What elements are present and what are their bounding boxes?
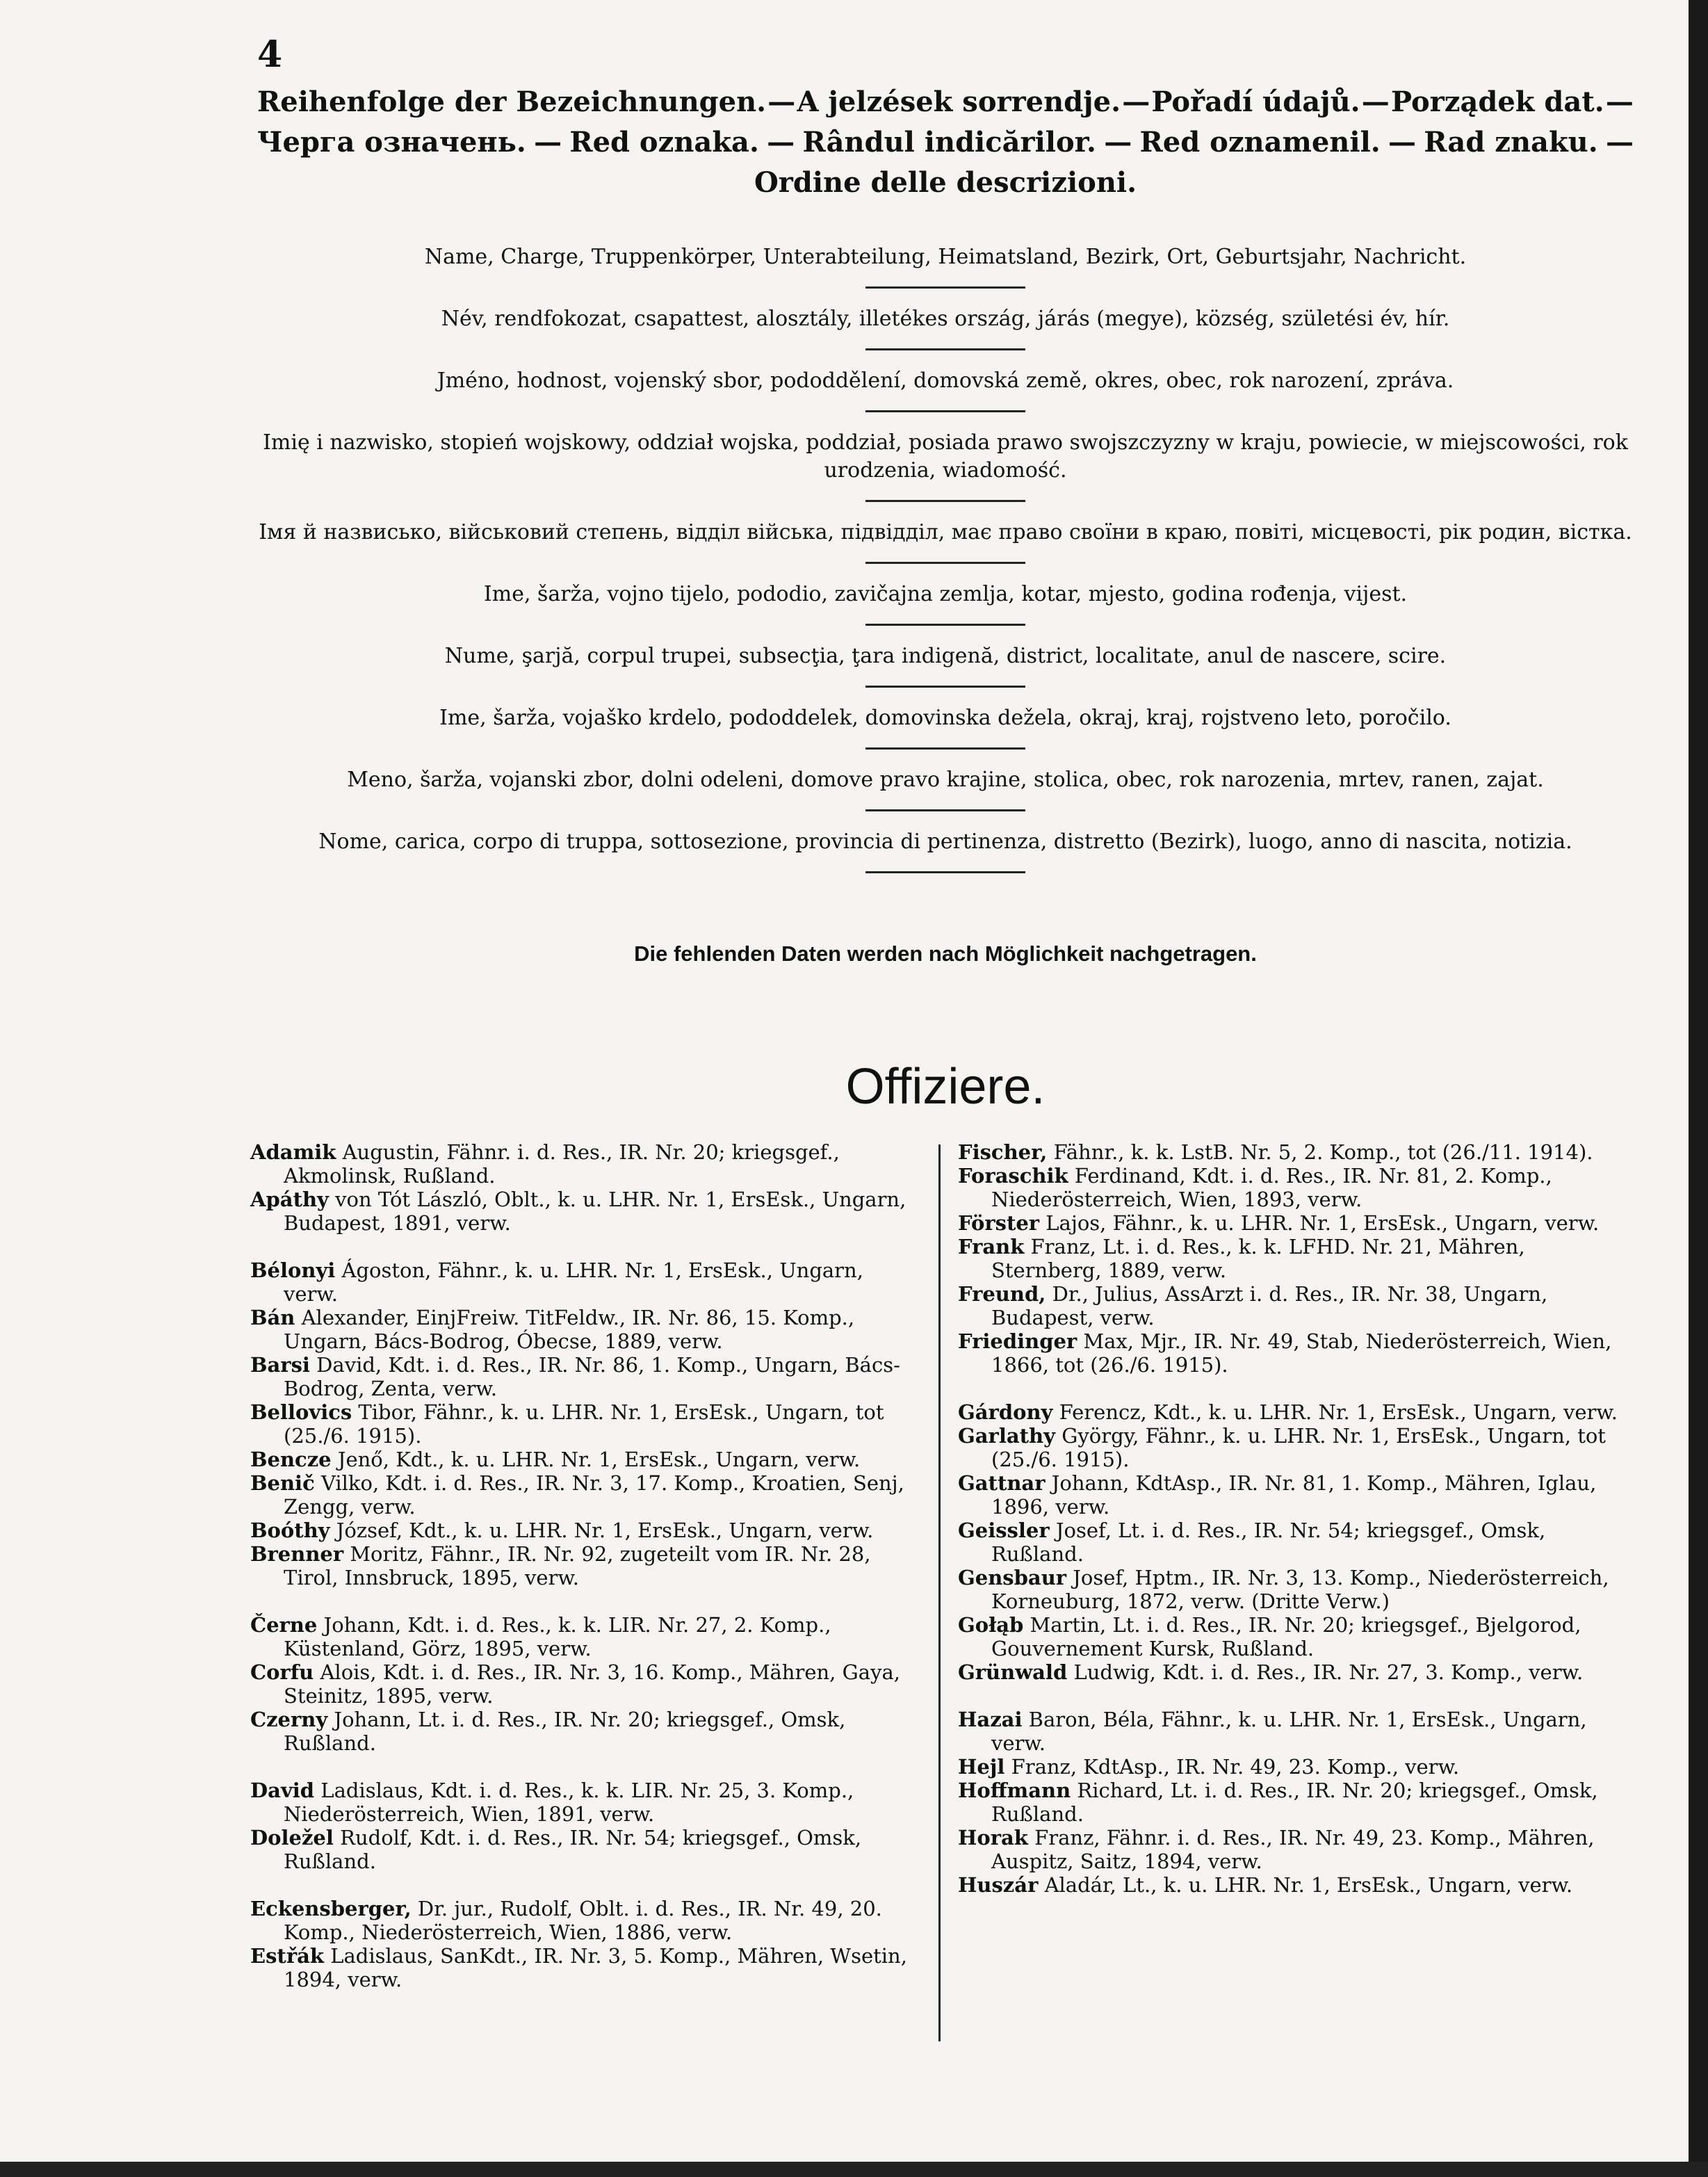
officer-entry	[250, 1140, 918, 1188]
header-dash: —	[534, 126, 562, 159]
officer-details: Ladislaus, SanKdt., IR. Nr. 3, 5. Komp., Mähren, Wsetin, 1894, verw.	[284, 1944, 907, 1991]
section-title: Offiziere.	[845, 1059, 1046, 1115]
right-column	[958, 1140, 1631, 1897]
legend-croatian: Ime, šarža, vojno tijelo, pododio, zavičajna zemlja, kotar, mjesto, godina rođenja, vijest.	[483, 582, 1408, 606]
officer-details: Martin, Lt. i. d. Res., IR. Nr. 20; kriegsgef., Bjelgorod, Gouvernement Kursk, Rußland.	[991, 1613, 1581, 1660]
officer-details: Ludwig, Kdt. i. d. Res., IR. Nr. 27, 3. Komp., verw.	[1067, 1660, 1584, 1684]
officer-surname: Hazai	[958, 1708, 1023, 1731]
header-dash: —	[1104, 126, 1132, 159]
officer-surname: Apáthy	[250, 1188, 329, 1211]
officer-surname: Černe	[250, 1613, 318, 1637]
legend	[257, 243, 1634, 890]
officer-entry	[250, 1944, 918, 1991]
legend-divider	[865, 562, 1025, 564]
officer-entry	[958, 1282, 1631, 1329]
header-term: A jelzések sorrendje.	[797, 86, 1121, 118]
header-term: Red oznaka.	[569, 126, 759, 159]
legend-romanian: Nume, şarjă, corpul trupei, subsecţia, ţara indigenă, district, localitate, anul de nascere, scire.	[444, 644, 1447, 668]
officer-surname: Adamik	[250, 1140, 336, 1164]
header-dash: —	[1605, 86, 1634, 118]
officer-entry	[958, 1755, 1631, 1779]
officer-surname: Gattnar	[958, 1471, 1046, 1495]
officer-details: Tibor, Fähnr., k. u. LHR. Nr. 1, ErsEsk., Ungarn, tot (25./6. 1915).	[284, 1400, 884, 1448]
officer-surname: Barsi	[250, 1353, 310, 1377]
officer-entry	[250, 1519, 918, 1542]
officer-details: Vilko, Kdt. i. d. Res., IR. Nr. 3, 17. Komp., Kroatien, Senj, Zengg, verw.	[284, 1471, 904, 1519]
officer-details: Johann, KdtAsp., IR. Nr. 81, 1. Komp., Mähren, Iglau, 1896, verw.	[991, 1471, 1597, 1519]
legend-divider	[865, 809, 1025, 811]
header-dash: —	[1605, 126, 1634, 159]
officer-details: Lajos, Fähnr., k. u. LHR. Nr. 1, ErsEsk., Ungarn, verw.	[1039, 1211, 1600, 1235]
officer-entry	[250, 1708, 918, 1755]
officer-entry	[958, 1779, 1631, 1826]
header-term: Reihenfolge der Bezeichnungen.	[257, 86, 767, 118]
officer-surname: Bélonyi	[250, 1259, 336, 1282]
header-term: Rad znaku.	[1424, 126, 1598, 159]
legend-divider	[865, 686, 1025, 688]
officer-details: Max, Mjr., IR. Nr. 49, Stab, Niederösterreich, Wien, 1866, tot (26./6. 1915).	[991, 1329, 1612, 1377]
officer-details: Alexander, EinjFreiw. TitFeldw., IR. Nr. 86, 15. Komp., Ungarn, Bács-Bodrog, Óbecse, 1889, verw.	[284, 1306, 855, 1353]
officer-surname: Brenner	[250, 1542, 344, 1566]
header-term: Ordine delle descrizioni.	[754, 166, 1137, 199]
officer-surname: Huszár	[958, 1873, 1039, 1897]
officer-entry	[958, 1164, 1631, 1211]
officer-entry	[958, 1329, 1631, 1377]
entry-group-gap	[958, 1377, 1631, 1400]
officer-details: Moritz, Fähnr., IR. Nr. 92, zugeteilt vom IR. Nr. 28, Tirol, Innsbruck, 1895, verw.	[284, 1542, 871, 1589]
header-dash: —	[1122, 86, 1150, 118]
officer-surname: Horak	[958, 1826, 1028, 1850]
officer-details: Aladár, Lt., k. u. LHR. Nr. 1, ErsEsk., Ungarn, verw.	[1038, 1873, 1573, 1897]
officer-surname: Frank	[958, 1235, 1025, 1259]
officer-details: Richard, Lt. i. d. Res., IR. Nr. 20; kriegsgef., Omsk, Rußland.	[991, 1779, 1598, 1826]
legend-slovak: Meno, šarža, vojanski zbor, dolni odeleni, domove pravo krajine, stolica, obec, rok narozenia, mrtev, ranen, zajat.	[347, 768, 1544, 792]
officer-entry	[250, 1826, 918, 1873]
officer-entry	[250, 1779, 918, 1826]
officer-surname: Gołąb	[958, 1613, 1024, 1637]
missing-data-notice: Die fehlenden Daten werden nach Möglichkeit nachgetragen.	[634, 941, 1257, 966]
officer-details: Franz, KdtAsp., IR. Nr. 49, 23. Komp., verw.	[1005, 1755, 1460, 1779]
officer-details: Fähnr., k. k. LstB. Nr. 5, 2. Komp., tot (26./11. 1914).	[1047, 1140, 1593, 1164]
legend-divider	[865, 500, 1025, 502]
officer-details: György, Fähnr., k. u. LHR. Nr. 1, ErsEsk., Ungarn, tot (25./6. 1915).	[991, 1424, 1606, 1471]
officer-details: Dr., Julius, AssArzt i. d. Res., IR. Nr. 38, Ungarn, Budapest, verw.	[991, 1282, 1548, 1329]
officer-surname: Bencze	[250, 1448, 332, 1471]
legend-polish: Imię i nazwisko, stopień wojskowy, oddział wojska, poddział, posiada prawo swojszczyzny w kraju, powiecie, w miejscowości, rok urodzenia, wiadomość.	[263, 430, 1628, 483]
officer-surname: Gárdony	[958, 1400, 1053, 1424]
officer-surname: Fischer,	[958, 1140, 1048, 1164]
officer-surname: Boóthy	[250, 1519, 330, 1542]
officer-details: Dr. jur., Rudolf, Oblt. i. d. Res., IR. Nr. 49, 20. Komp., Niederösterreich, Wien, 1886, verw.	[284, 1897, 882, 1944]
officer-entry	[250, 1188, 918, 1235]
officer-entry	[250, 1353, 918, 1400]
officer-details: Josef, Hptm., IR. Nr. 3, 13. Komp., Niederösterreich, Korneuburg, 1872, verw. (Dritte Verw.)	[991, 1566, 1609, 1613]
officer-surname: Geissler	[958, 1519, 1050, 1542]
page-number: 4	[257, 33, 283, 76]
legend-divider	[865, 871, 1025, 873]
entry-group-gap	[250, 1235, 918, 1259]
legend-divider	[865, 747, 1025, 750]
officer-surname: Hoffmann	[958, 1779, 1071, 1802]
officer-entry	[958, 1424, 1631, 1471]
header-line-1	[257, 82, 1634, 122]
officer-entry	[250, 1471, 918, 1519]
officer-details: Augustin, Fähnr. i. d. Res., IR. Nr. 20; kriegsgef., Akmolinsk, Rußland.	[284, 1140, 840, 1188]
officer-entry	[250, 1613, 918, 1660]
officer-surname: Gensbaur	[958, 1566, 1067, 1589]
officer-entry	[958, 1708, 1631, 1755]
officer-details: Ferencz, Kdt., k. u. LHR. Nr. 1, ErsEsk., Ungarn, verw.	[1052, 1400, 1618, 1424]
officer-surname: Benič	[250, 1471, 315, 1495]
legend-czech: Jméno, hodnost, vojenský sbor, pododdělení, domovská země, okres, obec, rok narození, zpráva.	[437, 369, 1454, 393]
officer-surname: Corfu	[250, 1660, 314, 1684]
officer-surname: Grünwald	[958, 1660, 1068, 1684]
officer-entry	[958, 1140, 1631, 1164]
officer-entry	[958, 1235, 1631, 1282]
officer-surname: Friedinger	[958, 1329, 1077, 1353]
officer-surname: Doležel	[250, 1826, 334, 1850]
legend-divider	[865, 348, 1025, 350]
officer-entry	[958, 1613, 1631, 1660]
officer-surname: Förster	[958, 1211, 1040, 1235]
header-term: Rândul indicărilor.	[802, 126, 1096, 159]
officer-entry	[250, 1400, 918, 1448]
officer-surname: Estřák	[250, 1944, 324, 1968]
header	[257, 82, 1634, 203]
entry-group-gap	[958, 1684, 1631, 1708]
legend-divider	[865, 624, 1025, 626]
legend-italian: Nome, carica, corpo di truppa, sottosezione, provincia di pertinenza, distretto (Bezirk), luogo, anno di nascita, notizia.	[318, 829, 1572, 854]
header-dash: —	[1388, 126, 1416, 159]
officer-surname: Hejl	[958, 1755, 1005, 1779]
header-dash: —	[767, 126, 795, 159]
officer-details: Alois, Kdt. i. d. Res., IR. Nr. 3, 16. Komp., Mähren, Gaya, Steinitz, 1895, verw.	[284, 1660, 900, 1708]
officer-entry	[958, 1400, 1631, 1424]
officer-entry	[250, 1897, 918, 1944]
entry-group-gap	[250, 1873, 918, 1897]
officer-details: Jenő, Kdt., k. u. LHR. Nr. 1, ErsEsk., Ungarn, verw.	[331, 1448, 861, 1471]
header-line-3	[257, 163, 1634, 203]
officer-entry	[250, 1660, 918, 1708]
officer-surname: Eckensberger,	[250, 1897, 412, 1920]
legend-hungarian: Név, rendfokozat, csapattest, alosztály, illetékes ország, járás (megye), község, születési év, hír.	[441, 307, 1450, 331]
legend-divider	[865, 410, 1025, 412]
officer-details: Baron, Béla, Fähnr., k. u. LHR. Nr. 1, ErsEsk., Ungarn, verw.	[991, 1708, 1587, 1755]
officer-surname: Czerny	[250, 1708, 328, 1731]
officer-details: von Tót László, Oblt., k. u. LHR. Nr. 1, ErsEsk., Ungarn, Budapest, 1891, verw.	[284, 1188, 906, 1235]
officer-surname: Bellovics	[250, 1400, 352, 1424]
officer-details: József, Kdt., k. u. LHR. Nr. 1, ErsEsk., Ungarn, verw.	[330, 1519, 874, 1542]
officer-entry	[250, 1259, 918, 1306]
officer-details: Johann, Kdt. i. d. Res., k. k. LIR. Nr. 27, 2. Komp., Küstenland, Görz, 1895, verw.	[284, 1613, 831, 1660]
entry-group-gap	[250, 1755, 918, 1779]
scan-edge-bottom	[0, 2162, 1708, 2177]
officer-details: Franz, Fähnr. i. d. Res., IR. Nr. 49, 23. Komp., Mähren, Auspitz, Saitz, 1894, verw.	[991, 1826, 1595, 1873]
column-divider	[938, 1144, 941, 2041]
officer-surname: Freund,	[958, 1282, 1046, 1306]
left-column	[250, 1140, 918, 1991]
header-dash: —	[767, 86, 796, 118]
officer-details: Rudolf, Kdt. i. d. Res., IR. Nr. 54; kriegsgef., Omsk, Rußland.	[284, 1826, 862, 1873]
officer-entry	[250, 1306, 918, 1353]
entry-group-gap	[250, 1589, 918, 1613]
header-term: Red oznamenil.	[1139, 126, 1381, 159]
officer-entry	[958, 1826, 1631, 1873]
header-term: Черга означень.	[257, 126, 526, 159]
officer-entry	[958, 1471, 1631, 1519]
header-line-2	[257, 122, 1634, 163]
legend-german: Name, Charge, Truppenkörper, Unterabteilung, Heimatsland, Bezirk, Ort, Geburtsjahr, Nachricht.	[424, 245, 1467, 269]
officer-entry	[958, 1660, 1631, 1684]
officer-details: David, Kdt. i. d. Res., IR. Nr. 86, 1. Komp., Ungarn, Bács-Bodrog, Zenta, verw.	[284, 1353, 900, 1400]
officer-details: Ladislaus, Kdt. i. d. Res., k. k. LIR. Nr. 25, 3. Komp., Niederösterreich, Wien, 1891, verw.	[284, 1779, 854, 1826]
legend-slovene: Ime, šarža, vojaško krdelo, pododdelek, domovinska dežela, okraj, kraj, rojstveno leto, poročilo.	[439, 706, 1451, 730]
header-term: Porządek dat.	[1390, 86, 1604, 118]
officer-entry	[958, 1873, 1631, 1897]
officer-surname: David	[250, 1779, 315, 1802]
scan-edge-right	[1689, 0, 1708, 2177]
header-term: Pořadí údajů.	[1151, 86, 1360, 118]
officer-details: Johann, Lt. i. d. Res., IR. Nr. 20; kriegsgef., Omsk, Rußland.	[284, 1708, 846, 1755]
officer-entry	[250, 1448, 918, 1471]
officer-surname: Garlathy	[958, 1424, 1055, 1448]
officer-details: Ferdinand, Kdt. i. d. Res., IR. Nr. 81, 2. Komp., Niederösterreich, Wien, 1893, verw.	[991, 1164, 1552, 1211]
legend-divider	[865, 286, 1025, 289]
officer-details: Josef, Lt. i. d. Res., IR. Nr. 54; kriegsgef., Omsk, Rußland.	[991, 1519, 1546, 1566]
header-dash: —	[1361, 86, 1390, 118]
officer-surname: Foraschik	[958, 1164, 1068, 1188]
officer-details: Ágoston, Fähnr., k. u. LHR. Nr. 1, ErsEsk., Ungarn, verw.	[284, 1259, 863, 1306]
officer-details: Franz, Lt. i. d. Res., k. k. LFHD. Nr. 21, Mähren, Sternberg, 1889, verw.	[991, 1235, 1525, 1282]
officer-entry	[958, 1566, 1631, 1613]
officer-entry	[250, 1542, 918, 1589]
legend-ukrainian: Імя й назвисько, військовий степень, відділ війська, підвідділ, має право своїни в краю, повіті, місцевості, рік родин, вістка.	[259, 520, 1632, 544]
officer-surname: Bán	[250, 1306, 295, 1329]
officer-entry	[958, 1519, 1631, 1566]
officer-entry	[958, 1211, 1631, 1235]
